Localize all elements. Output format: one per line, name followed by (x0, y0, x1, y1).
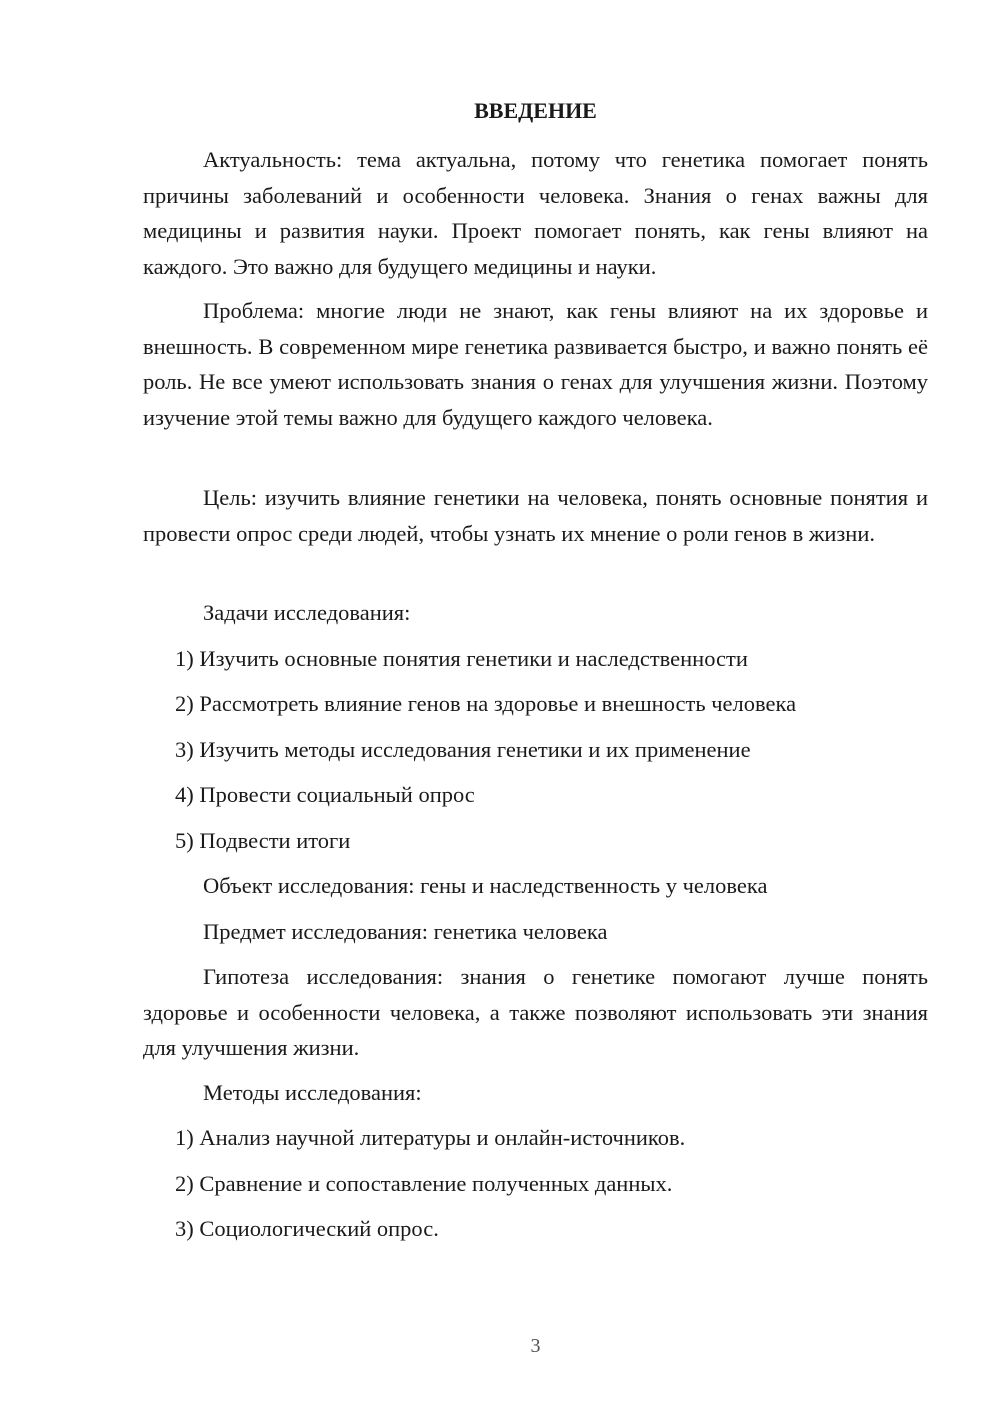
page-title: ВВЕДЕНИЕ (474, 98, 597, 123)
hypothesis-paragraph: Гипотеза исследования: знания о генетике помогают лучше понять здоровье и особенности человека, а также позволяют использовать эти знания для улучшения жизни. (143, 964, 928, 1060)
tasks-heading: Задачи исследования: (203, 600, 411, 625)
goal-paragraph: Цель: изучить влияние генетики на человека, понять основные понятия и провести опрос среди людей, чтобы узнать их мнение о роли генов в жизни. (143, 485, 928, 546)
relevance-paragraph: Актуальность: тема актуальна, потому что генетика помогает понять причины заболеваний и особенности человека. Знания о генах важны для медицины и развития науки. Проект помогает понять, как гены влияют на каждого. Это важно для будущего медицины и науки. (143, 147, 928, 279)
task-item: 4) Провести социальный опрос (175, 782, 475, 807)
method-item: 1) Анализ научной литературы и онлайн-источников. (175, 1125, 686, 1150)
problem-paragraph: Проблема: многие люди не знают, как гены влияют на их здоровье и внешность. В современном мире генетика развивается быстро, и важно понять её роль. Не все умеют использовать знания о генах для улучшения жизни. Поэтому изучение этой темы важно для будущего каждого человека. (143, 298, 928, 430)
method-item: 2) Сравнение и сопоставление полученных данных. (175, 1171, 673, 1196)
task-item: 5) Подвести итоги (175, 828, 351, 853)
task-item: 2) Рассмотреть влияние генов на здоровье и внешность человека (175, 691, 797, 716)
method-item: 3) Социологический опрос. (175, 1216, 439, 1241)
task-item: 1) Изучить основные понятия генетики и наследственности (175, 646, 748, 671)
document-page (143, 0, 928, 1414)
subject-line: Предмет исследования: генетика человека (203, 919, 608, 944)
object-line: Объект исследования: гены и наследственность у человека (203, 873, 768, 898)
page-number: 3 (530, 1335, 541, 1357)
task-item: 3) Изучить методы исследования генетики и их применение (175, 737, 751, 762)
methods-heading: Методы исследования: (203, 1080, 422, 1105)
